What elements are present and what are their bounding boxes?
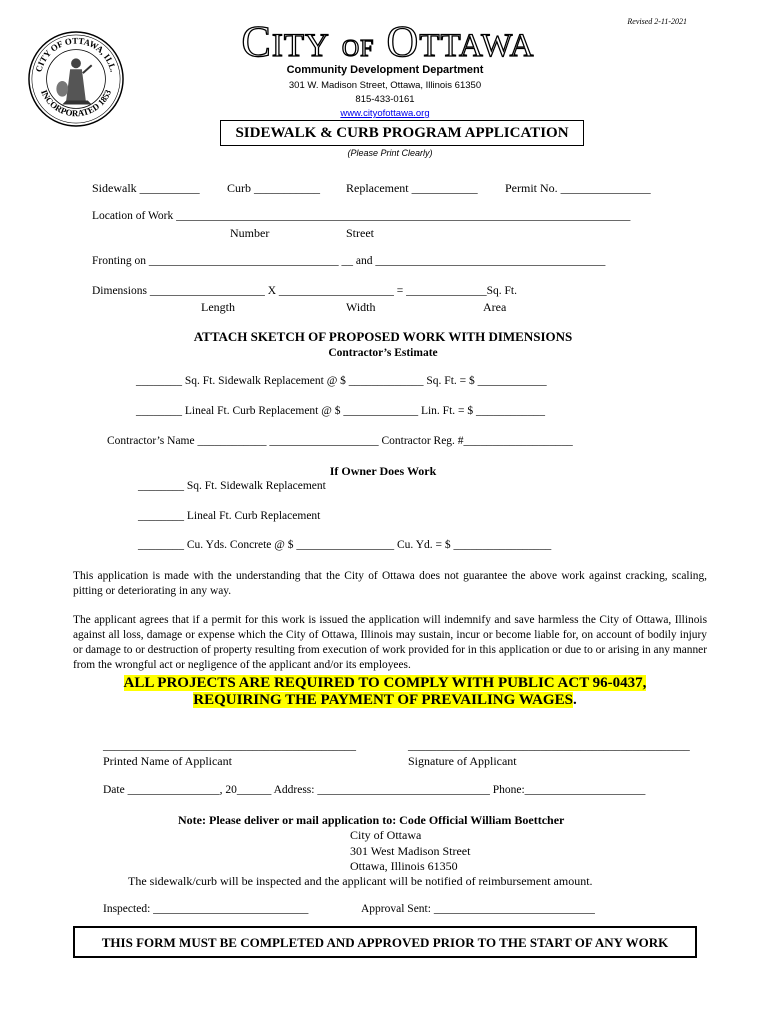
estimate-curb-line[interactable]: ________ Lineal Ft. Curb Replacement @ $ _____________ Lin. Ft. = $ ____________ bbox=[136, 405, 546, 417]
department-name: Community Development Department bbox=[286, 64, 484, 76]
department-address: 301 W. Madison Street, Ottawa, Illinois 61350 bbox=[288, 80, 482, 91]
final-notice: THIS FORM MUST BE COMPLETED AND APPROVED PRIOR TO THE START OF ANY WORK bbox=[73, 926, 697, 958]
location-field[interactable]: Location of Work _______________________________________________________________________________ bbox=[92, 210, 631, 222]
svg-text:CITY OF OTTAWA, ILL.: CITY OF OTTAWA, ILL. bbox=[33, 35, 119, 73]
department-website bbox=[0, 108, 770, 119]
inspection-note: The sidewalk/curb will be inspected and the applicant will be notified of reimbursement amount. bbox=[128, 874, 593, 888]
location-street-label: Street bbox=[346, 226, 374, 240]
width-label: Width bbox=[346, 300, 376, 314]
prevailing-wage-warning-2 bbox=[0, 691, 770, 710]
mail-line-1: City of Ottawa bbox=[350, 828, 422, 842]
svg-text:CITY OF OTTAWA: CITY OF OTTAWA bbox=[241, 18, 535, 64]
location-number-label: Number bbox=[230, 226, 270, 240]
form-title: SIDEWALK & CURB PROGRAM APPLICATION bbox=[220, 120, 584, 146]
dimensions-field[interactable]: Dimensions ____________________ X ____________________ = ______________Sq. Ft. bbox=[92, 285, 517, 297]
warning-text-1: ALL PROJECTS ARE REQUIRED TO COMPLY WITH PUBLIC ACT 96-0437, bbox=[123, 675, 647, 691]
owner-concrete-line[interactable]: ________ Cu. Yds. Concrete @ $ _________________ Cu. Yd. = $ _________________ bbox=[138, 539, 552, 551]
mail-line-2: 301 West Madison Street bbox=[350, 844, 471, 858]
form-subtitle: (Please Print Clearly) bbox=[347, 148, 433, 158]
delivery-note: Note: Please deliver or mail application to: Code Official William Boettcher bbox=[178, 813, 565, 827]
department-phone: 815-433-0161 bbox=[355, 94, 415, 105]
area-label: Area bbox=[483, 300, 507, 314]
sketch-heading: ATTACH SKETCH OF PROPOSED WORK WITH DIMENSIONS bbox=[193, 329, 573, 344]
printed-name-field[interactable]: ____________________________________________ bbox=[103, 740, 356, 752]
inspected-field[interactable]: Inspected: ___________________________ bbox=[103, 903, 309, 915]
curb-field[interactable]: Curb ___________ bbox=[227, 181, 320, 195]
svg-text:INCORPORATED 1853: INCORPORATED 1853 bbox=[38, 88, 114, 119]
website-link[interactable]: www.cityofottawa.org bbox=[340, 108, 430, 119]
warning-text-2: REQUIRING THE PAYMENT OF PREVAILING WAGES bbox=[193, 692, 573, 708]
revised-date: Revised 2-11-2021 bbox=[627, 17, 687, 26]
guarantee-paragraph: This application is made with the understanding that the City of Ottawa does not guarantee the above work against cracking, scaling, pitting or deteriorating in any way. bbox=[73, 570, 707, 597]
owner-curb-line[interactable]: ________ Lineal Ft. Curb Replacement bbox=[138, 510, 321, 522]
warning-period: . bbox=[572, 692, 577, 708]
indemnity-paragraph: The applicant agrees that if a permit for this work is issued the application will indemnify and save harmless the City of Ottawa, Illinois against all loss, damage or expense which the City of Ottawa, Illinois may sustain, incur or become liable for, on account of bodily injury or damage to or destruction of property resulting from execution of work provided for in this application or due to or arising in any manner from the wrongful act or negligence of the applicant and/or its employees. bbox=[73, 614, 707, 671]
contractor-info-line[interactable]: Contractor’s Name ____________ ___________________ Contractor Reg. #___________________ bbox=[107, 435, 573, 447]
replacement-field[interactable]: Replacement ___________ bbox=[346, 181, 478, 195]
printed-name-label: Printed Name of Applicant bbox=[103, 754, 232, 768]
length-label: Length bbox=[201, 300, 235, 314]
approval-sent-field[interactable]: Approval Sent: ____________________________ bbox=[361, 903, 595, 915]
owner-work-heading: If Owner Does Work bbox=[329, 464, 437, 478]
permit-field[interactable]: Permit No. _______________ bbox=[505, 181, 651, 195]
date-address-phone-line[interactable]: Date ________________, 20______ Address: ______________________________ Phone:_____________________ bbox=[103, 784, 646, 796]
fronting-field[interactable]: Fronting on _________________________________ __ and ________________________________________ bbox=[92, 255, 606, 267]
owner-sidewalk-line[interactable]: ________ Sq. Ft. Sidewalk Replacement bbox=[138, 480, 326, 492]
sidewalk-field[interactable]: Sidewalk __________ bbox=[92, 181, 200, 195]
signature-label: Signature of Applicant bbox=[408, 754, 517, 768]
city-logo bbox=[218, 18, 558, 64]
contractor-estimate-heading: Contractor’s Estimate bbox=[328, 347, 438, 359]
signature-field[interactable]: _________________________________________________ bbox=[408, 740, 690, 752]
estimate-sidewalk-line[interactable]: ________ Sq. Ft. Sidewalk Replacement @ $ _____________ Sq. Ft. = $ ____________ bbox=[136, 375, 547, 387]
mail-line-3: Ottawa, Illinois 61350 bbox=[350, 859, 458, 873]
